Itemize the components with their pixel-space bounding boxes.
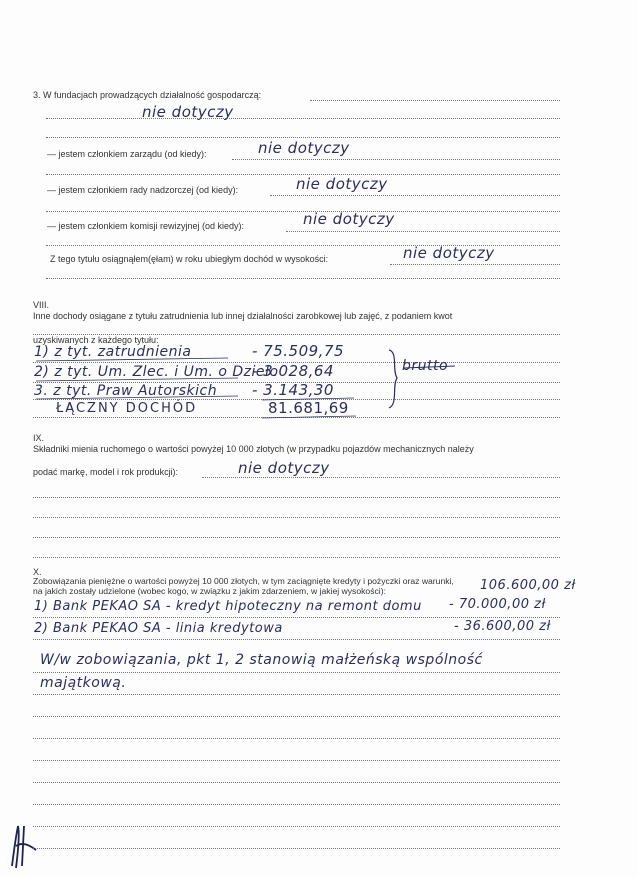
liability-entry-1-label: 1) Bank PEKAO SA - kredyt hipoteczny na remont domu (34, 599, 422, 614)
dotted-line (33, 716, 560, 717)
liability-entry-2-amount: - 36.600,00 zł (454, 619, 551, 634)
income-entry-2-label: 2) z tyt. Um. Zlec. i Um. o Dzieło (34, 364, 279, 380)
section-viii-text-1: Inne dochody osiągane z tytułu zatrudnienia lub innej działalności zarobkowej lub zajęć, z podaniem kwot (33, 311, 453, 321)
handwritten-answer: nie dotyczy (142, 103, 234, 121)
dotted-line (33, 639, 560, 640)
handwritten-answer: nie dotyczy (403, 244, 495, 262)
income-entry-1-amount: - 75.509,75 (252, 342, 345, 360)
section-ix-text-2: podać markę, model i rok produkcji): (33, 467, 179, 477)
underline-stroke (36, 396, 238, 399)
dotted-line (202, 477, 560, 478)
dotted-line (33, 826, 560, 827)
signature-initials-icon (12, 826, 36, 868)
dotted-line (33, 497, 560, 498)
section-x-numeral: X. (33, 567, 42, 577)
handwritten-answer: nie dotyczy (303, 210, 395, 228)
rada-label: — jestem członkiem rady nadzorczej (od kiedy): (47, 185, 239, 195)
underline-stroke (36, 358, 228, 361)
liability-entry-2-label: 2) Bank PEKAO SA - linia kredytowa (34, 621, 283, 636)
komisja-label: — jestem członkiem komisji rewizyjnej (od kiedy): (47, 221, 245, 231)
dotted-line (33, 760, 560, 761)
dotted-line (33, 804, 560, 805)
dotted-line (33, 672, 560, 673)
dochod-label: Z tego tytułu osiągnąłem(ęłam) w roku ubiegłym dochód w wysokości: (50, 254, 329, 264)
section-ix-numeral: IX. (33, 433, 45, 443)
income-entry-3-amount: - 3.143,30 (252, 381, 334, 399)
underline-stroke (262, 416, 356, 418)
section-x-text-1: Zobowiązania pieniężne o wartości powyżej 10 000 złotych, w tym zaciągnięte kredyty i pożyczki oraz warunki, (33, 576, 454, 586)
liability-entry-1-amount: - 70.000,00 zł (449, 597, 546, 612)
liability-note-line-1: W/w zobowiązania, pkt 1, 2 stanowią małżeńską wspólność (40, 652, 483, 668)
income-entry-2-amount: - 3.028,64 (252, 362, 334, 380)
zarzad-label: — jestem członkiem zarządu (od kiedy): (47, 149, 207, 159)
handwritten-answer: nie dotyczy (238, 459, 330, 477)
dotted-line (33, 517, 560, 518)
liability-note-line-2: majątkową. (40, 675, 127, 691)
handwritten-answer: nie dotyczy (296, 175, 388, 193)
section-viii-text-2: uzyskiwanych z każdego tytułu: (33, 335, 159, 345)
dotted-line (33, 782, 560, 783)
dotted-line (33, 617, 560, 618)
income-total-amount: 81.681,69 (268, 399, 349, 417)
dotted-line (33, 738, 560, 739)
section-ix-text-1: Składniki mienia ruchomego o wartości powyżej 10 000 złotych (w przypadku pojazdów mechanicznych należy (33, 444, 474, 454)
handwritten-answer: nie dotyczy (258, 139, 350, 157)
income-entry-3-label: 3. z tyt. Praw Autorskich (34, 383, 218, 399)
dotted-line (33, 694, 560, 695)
liabilities-total: 106.600,00 zł (480, 578, 576, 593)
item-3-heading: 3. W fundacjach prowadzących działalność gospodarczą: (33, 90, 262, 100)
right-brace-icon (389, 350, 397, 408)
income-total-label: ŁĄCZNY DOCHÓD (56, 401, 198, 416)
dotted-line (33, 848, 560, 849)
underline-stroke (36, 378, 238, 381)
section-x-text-2: na jakich zostały udzielone (wobec kogo, w związku z jakim zdarzeniem, w jakiej wysokości): (33, 586, 386, 596)
section-viii-numeral: VIII. (33, 300, 50, 310)
underline-stroke (262, 398, 354, 400)
brutto-note: brutto (402, 358, 449, 374)
dotted-line (33, 537, 560, 538)
dotted-line (33, 557, 560, 558)
income-entry-1-label: 1) z tyt. zatrudnienia (34, 344, 192, 360)
